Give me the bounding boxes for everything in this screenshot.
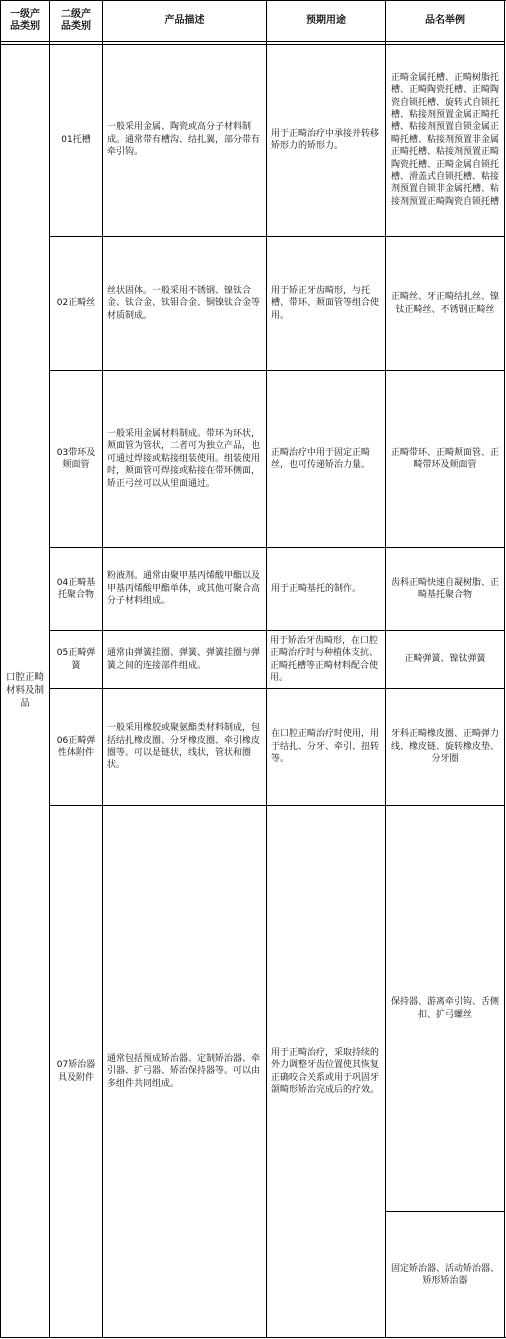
row-07-second-level: 07矫治器 具及附件 xyxy=(56,1060,96,1083)
row-02-description: 丝状固体。一般采用不锈钢、镍钛合金、钛合金、钛钼合金、铜镍钛合金等材质制成。 xyxy=(107,285,261,321)
row-06-examples: 牙科正畸橡皮圈、正畸弹力线、橡皮链、旋转橡皮垫、分牙圈 xyxy=(390,729,499,765)
row-07-examples-2: 固定矫治器、活动矫治器、矫形矫治器 xyxy=(390,1263,499,1286)
row-05-intended-use: 用于矫治牙齿畸形，在口腔正畸治疗时与种植体支抗、正畸托槽等正畸材料配合使用。 xyxy=(270,635,379,683)
header-product-description: 产品描述 xyxy=(164,14,205,26)
row-04-second-level: 04正畸基 托聚合物 xyxy=(56,577,96,600)
row-06-second-level: 06正畸弹 性体附件 xyxy=(56,735,96,758)
header-intended-use: 预期用途 xyxy=(306,14,346,26)
header-first-level-category: 一级产 品类别 xyxy=(10,8,40,32)
header-product-examples: 品名举例 xyxy=(425,14,465,26)
row-03-examples: 正畸带环、正畸颊面管、正畸带环及颊面管 xyxy=(390,447,499,470)
row-01-second-level: 01托槽 xyxy=(61,134,91,145)
row-06-description: 一般采用橡胶或聚氨酯类材料制成，包括结扎橡皮圈、分牙橡皮圈、牵引橡皮圈等。可以是链状，线状，管状和圈状。 xyxy=(107,723,261,771)
row-05-examples: 正畸弹簧、镍钛弹簧 xyxy=(404,654,486,665)
row-01-description: 一般采用金属、陶瓷或高分子材料制成。通常带有槽沟、结扎翼，部分带有牵引钩。 xyxy=(107,122,261,158)
row-02-intended-use: 用于矫正牙齿畸形，与托槽、带环、颊面管等组合使用。 xyxy=(271,285,380,321)
row-06-intended-use: 在口腔正畸治疗时使用，用于结扎、分牙、牵引、扭转等。 xyxy=(271,729,380,765)
row-01-intended-use: 用于正畸治疗中承接并转移矫形力的矫形力。 xyxy=(271,128,380,151)
row-04-examples: 齿科正畸快速自凝树脂、正畸基托聚合物 xyxy=(390,577,499,600)
row-03-description: 一般采用金属材料制成。带环为环状，颊面管为管状，二者可为独立产品，也可通过焊接或粘接组装使用。组装使用时，颊面管可焊接或粘接在带环侧面，矫正弓丝可以从里面通过。 xyxy=(107,428,261,489)
row-03-second-level: 03带环及 颊面管 xyxy=(56,447,96,470)
row-07-description: 通常包括预成矫治器、定制矫治器、牵引器、扩弓器、矫治保持器等。可以由多组件共同组成。 xyxy=(107,1053,261,1089)
row-05-description: 通常由弹簧挂圈、弹簧、弹簧挂圈与弹簧之间的连接部件组成。 xyxy=(107,648,261,671)
row-07-intended-use: 用于正畸治疗，采取持续的外力调整牙齿位置使其恢复正确咬合关系或用于巩固牙颌畸形矫治完成后的疗效。 xyxy=(271,1047,380,1095)
first-level-category: 口腔正畸 材料及制 品 xyxy=(5,671,44,710)
row-03-intended-use: 正畸治疗中用于固定正畸丝，也可传递矫治力量。 xyxy=(271,447,371,470)
row-04-description: 粉液剂。通常由聚甲基丙烯酸甲酯以及甲基丙烯酸甲酯单体，或其他可聚合高分子材料组成。 xyxy=(107,571,261,607)
row-05-second-level: 05正畸弹 簧 xyxy=(56,648,96,671)
row-02-second-level: 02正畸丝 xyxy=(56,298,96,309)
row-04-intended-use: 用于正畸基托的制作。 xyxy=(271,583,362,594)
header-second-level-category: 二级产 品类别 xyxy=(61,8,91,32)
row-07-examples: 保持器、游离牵引钩、舌侧扣、扩弓螺丝 xyxy=(390,997,499,1020)
row-02-examples: 正畸丝、牙正畸结扎丝、镍钛正畸丝、不锈钢正畸丝 xyxy=(390,292,499,315)
row-01-examples: 正畸金属托槽、正畸树脂托槽、正畸陶瓷托槽、正畸陶瓷自锁托槽、旋转式自锁托槽、粘接剂预置金属正畸托槽、粘接剂预置自锁金属正畸托槽、粘接剂预置非金属正畸托槽、粘接剂预置正畸陶瓷托槽、正畸金属自锁托槽、滑盖式自锁托槽、粘接剂预置自锁非金属托槽、粘接剂预置正畸陶瓷自锁托槽 xyxy=(390,72,499,207)
